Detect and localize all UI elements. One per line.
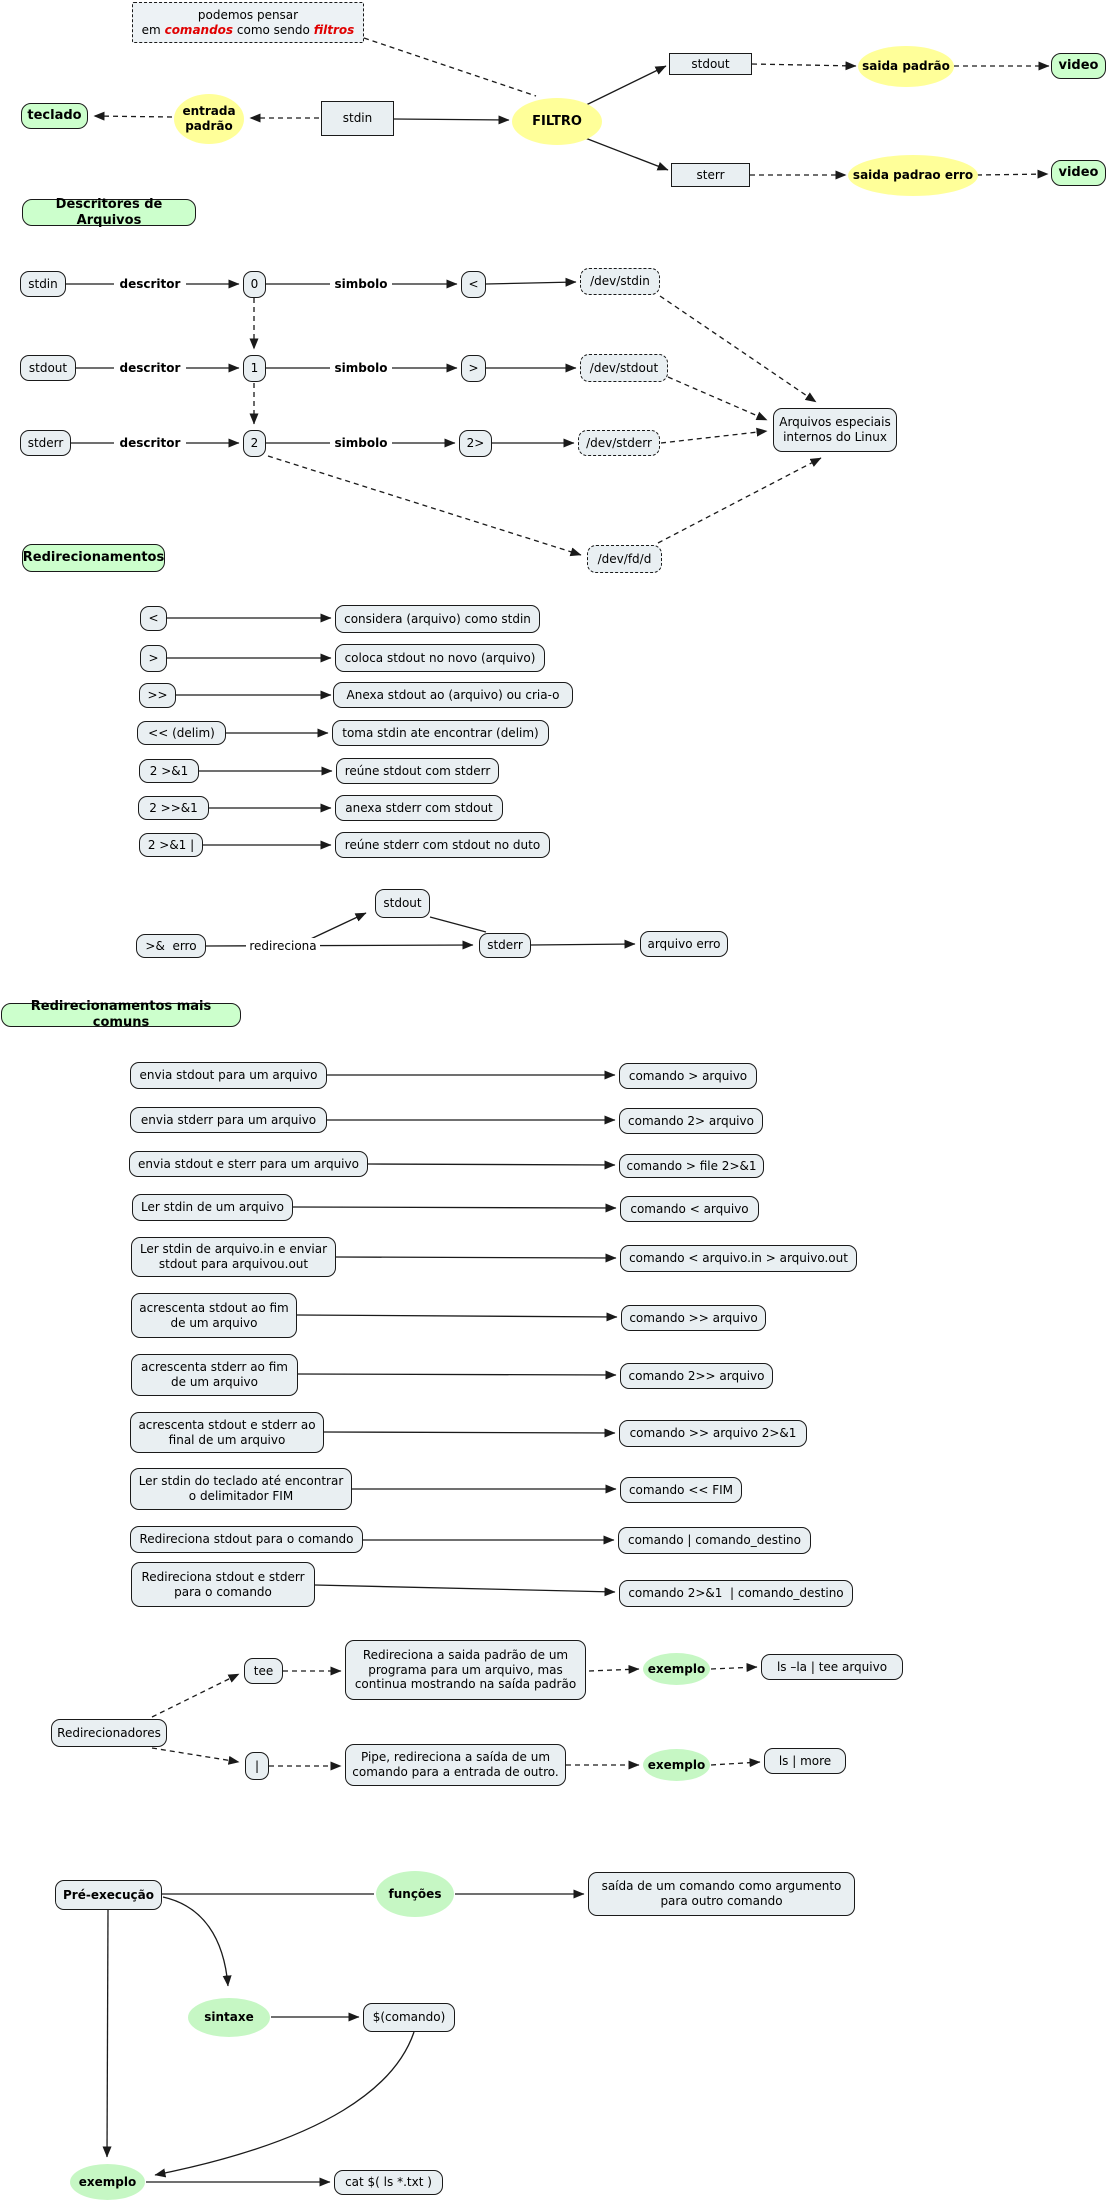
node-stdin-desc[interactable]: stdin: [20, 271, 66, 297]
node-redir-sym-4[interactable]: 2 >&1: [139, 759, 199, 783]
node-pipe-cmd[interactable]: ls | more: [764, 1748, 846, 1774]
node-redir-sym-3[interactable]: << (delim): [137, 721, 226, 745]
node-stdin-top[interactable]: stdin: [321, 101, 394, 136]
node-stdout-top[interactable]: stdout: [669, 53, 752, 75]
node-redir-sym-5[interactable]: 2 >>&1: [138, 796, 209, 820]
node-redir-desc-6[interactable]: reúne stderr com stdout no duto: [335, 832, 550, 858]
node-redirecionadores[interactable]: Redirecionadores: [51, 1719, 167, 1747]
node-sintaxe[interactable]: sintaxe: [188, 1998, 270, 2037]
node-redir-desc-3[interactable]: toma stdin ate encontrar (delim): [332, 720, 549, 746]
node-comum-desc-10[interactable]: Redireciona stdout e stderr para o comando: [131, 1562, 315, 1607]
node-comum-cmd-10[interactable]: comando 2>&1 | comando_destino: [619, 1580, 853, 1607]
node-comum-desc-1[interactable]: envia stderr para um arquivo: [130, 1107, 327, 1133]
edge-label-descritor-0: descritor: [114, 276, 186, 292]
node-filtro[interactable]: FILTRO: [512, 98, 602, 145]
node-comum-desc-5[interactable]: acrescenta stdout ao fim de um arquivo: [131, 1293, 297, 1338]
node-comum-desc-9[interactable]: Redireciona stdout para o comando: [130, 1526, 363, 1553]
node-funcoes-desc[interactable]: saída de um comando como argumento para outro comando: [588, 1872, 855, 1916]
section-title-comuns: Redirecionamentos mais comuns: [1, 1003, 241, 1027]
node-arquivos-especiais[interactable]: Arquivos especiais internos do Linux: [773, 408, 897, 452]
node-redir-desc-1[interactable]: coloca stdout no novo (arquivo): [335, 644, 545, 672]
node-teclado[interactable]: teclado: [21, 103, 88, 129]
node-stderr-desc[interactable]: stderr: [20, 430, 71, 456]
node-comum-desc-7[interactable]: acrescenta stdout e stderr ao final de um arquivo: [130, 1412, 324, 1453]
node-comum-desc-3[interactable]: Ler stdin de um arquivo: [132, 1194, 293, 1221]
node-comum-cmd-6[interactable]: comando 2>> arquivo: [620, 1363, 773, 1389]
node-video-bottom[interactable]: video: [1051, 160, 1106, 186]
node-comum-cmd-7[interactable]: comando >> arquivo 2>&1: [619, 1420, 807, 1447]
section-title-redirecionamentos: Redirecionamentos: [22, 544, 165, 572]
node-saida-padrao[interactable]: saida padrão: [858, 46, 954, 87]
node-redir-erro-src[interactable]: >& erro: [136, 934, 206, 958]
node-erro-stdout[interactable]: stdout: [375, 889, 430, 918]
node-tee-cmd[interactable]: ls –la | tee arquivo: [761, 1654, 903, 1680]
note-text: podemos pensar em comandos como sendo filtros: [141, 7, 355, 37]
edge-label-simbolo-0: simbolo: [330, 276, 392, 292]
note-comandos-filtros[interactable]: [132, 2, 364, 43]
node-sym-2gt[interactable]: 2>: [459, 430, 492, 457]
node-redir-sym-0[interactable]: <: [140, 606, 167, 631]
node-exemplo-pre[interactable]: exemplo: [70, 2164, 145, 2200]
node-redir-desc-4[interactable]: reúne stdout com stderr: [336, 758, 499, 784]
node-comum-desc-0[interactable]: envia stdout para um arquivo: [130, 1062, 327, 1089]
node-comum-cmd-5[interactable]: comando >> arquivo: [621, 1305, 766, 1331]
node-saida-padrao-erro[interactable]: saida padrao erro: [848, 155, 978, 196]
node-redir-desc-2[interactable]: Anexa stdout ao (arquivo) ou cria-o: [333, 682, 573, 708]
node-dev-stdin[interactable]: /dev/stdin: [580, 268, 660, 295]
node-redir-desc-0[interactable]: considera (arquivo) como stdin: [335, 605, 540, 633]
node-comum-desc-4[interactable]: Ler stdin de arquivo.in e enviar stdout para arquivou.out: [131, 1237, 336, 1277]
node-funcoes[interactable]: funções: [376, 1871, 454, 1917]
node-redir-sym-2[interactable]: >>: [139, 683, 176, 708]
node-comum-cmd-9[interactable]: comando | comando_destino: [618, 1527, 811, 1554]
section-title-descritores: Descritores de Arquivos: [22, 199, 196, 226]
node-comum-cmd-2[interactable]: comando > file 2>&1: [619, 1154, 764, 1178]
node-stdout-desc[interactable]: stdout: [20, 355, 76, 381]
node-dev-stdout[interactable]: /dev/stdout: [580, 354, 668, 382]
node-comum-cmd-0[interactable]: comando > arquivo: [619, 1063, 757, 1089]
edge-label-simbolo-1: simbolo: [330, 360, 392, 376]
node-comum-desc-6[interactable]: acrescenta stderr ao fim de um arquivo: [131, 1354, 298, 1396]
node-fd-1[interactable]: 1: [243, 355, 266, 382]
edge-label-descritor-1: descritor: [114, 360, 186, 376]
node-redir-sym-6[interactable]: 2 >&1 |: [139, 833, 203, 857]
node-dev-stderr[interactable]: /dev/stderr: [578, 430, 660, 456]
node-redir-desc-5[interactable]: anexa stderr com stdout: [335, 795, 503, 821]
node-comum-desc-2[interactable]: envia stdout e sterr para um arquivo: [129, 1151, 368, 1177]
node-comum-cmd-3[interactable]: comando < arquivo: [620, 1196, 759, 1222]
node-comum-desc-8[interactable]: Ler stdin do teclado até encontrar o delimitador FIM: [130, 1468, 352, 1510]
node-sterr-top[interactable]: sterr: [671, 163, 750, 187]
node-exemplo-pipe[interactable]: exemplo: [643, 1749, 710, 1781]
node-redir-sym-1[interactable]: >: [140, 645, 167, 672]
node-pipe[interactable]: |: [245, 1752, 269, 1780]
node-pipe-desc[interactable]: Pipe, redireciona a saída de um comando para a entrada de outro.: [345, 1744, 566, 1786]
node-sym-lt[interactable]: <: [461, 271, 486, 298]
node-exemplo-tee[interactable]: exemplo: [643, 1653, 710, 1685]
node-dev-fd[interactable]: /dev/fd/d: [587, 545, 662, 573]
node-comum-cmd-8[interactable]: comando << FIM: [620, 1477, 742, 1503]
node-tee-desc[interactable]: Redireciona a saida padrão de um programa para um arquivo, mas continua mostrando na saída padrão: [345, 1640, 586, 1700]
node-pre-execucao[interactable]: Pré-execução: [55, 1880, 162, 1910]
edge-label-redireciona: redireciona: [246, 938, 320, 954]
node-exemplo-cmd[interactable]: cat $( ls *.txt ): [334, 2170, 443, 2195]
edge-label-simbolo-2: simbolo: [330, 435, 392, 451]
node-fd-0[interactable]: 0: [243, 271, 266, 298]
node-fd-2[interactable]: 2: [243, 430, 266, 457]
node-sym-gt[interactable]: >: [461, 355, 486, 382]
node-entrada-padrao[interactable]: entrada padrão: [174, 94, 244, 144]
node-comum-cmd-4[interactable]: comando < arquivo.in > arquivo.out: [620, 1245, 857, 1272]
node-erro-stderr[interactable]: stderr: [479, 933, 531, 958]
node-arquivo-erro[interactable]: arquivo erro: [640, 931, 728, 957]
node-comum-cmd-1[interactable]: comando 2> arquivo: [619, 1108, 763, 1134]
node-video-top[interactable]: video: [1051, 53, 1106, 79]
edge-label-descritor-2: descritor: [114, 435, 186, 451]
node-sintaxe-cmd[interactable]: $(comando): [363, 2003, 455, 2032]
node-tee[interactable]: tee: [244, 1658, 283, 1684]
